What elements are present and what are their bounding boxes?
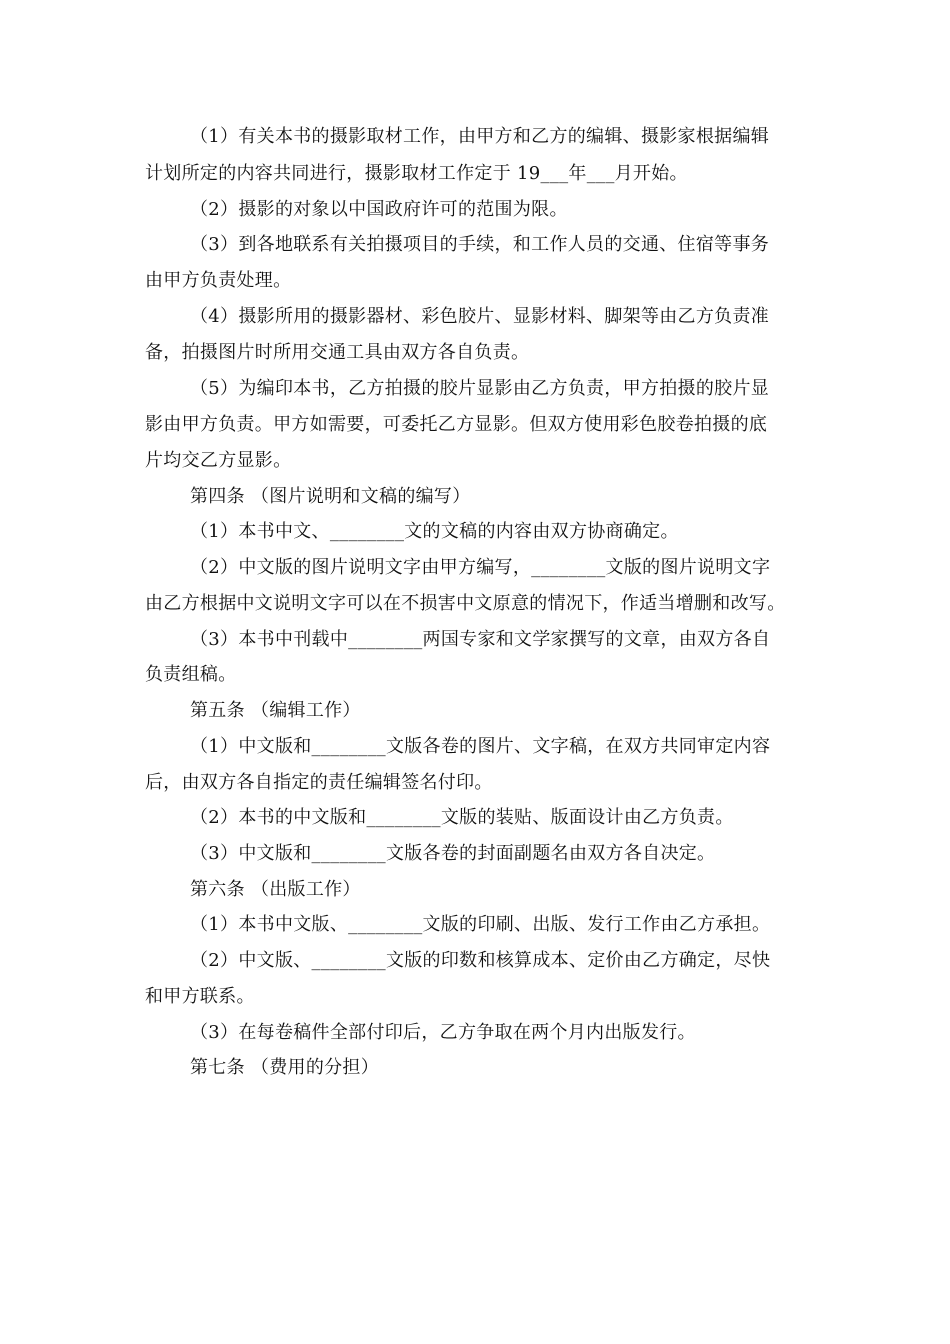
clause-4-item-2-line-2: 由乙方根据中文说明文字可以在不损害中文原意的情况下，作适当增删和改写。 bbox=[145, 593, 786, 614]
clause-5-item-2: （2）本书的中文版和________文版的装贴、版面设计由乙方负责。 bbox=[190, 807, 734, 828]
clause-3-item-5-line-1: （5）为编印本书，乙方拍摄的胶片显影由乙方负责，甲方拍摄的胶片显 bbox=[190, 378, 770, 399]
clause-5-item-1-line-1: （1）中文版和________文版各卷的图片、文字稿，在双方共同审定内容 bbox=[190, 736, 771, 757]
clause-6-item-1: （1）本书中文版、________文版的印刷、出版、发行工作由乙方承担。 bbox=[190, 914, 771, 935]
article-7-heading: 第七条 （费用的分担） bbox=[190, 1057, 380, 1078]
clause-6-item-2-line-2: 和甲方联系。 bbox=[145, 986, 255, 1007]
clause-6-item-3: （3）在每卷稿件全部付印后，乙方争取在两个月内出版发行。 bbox=[190, 1022, 696, 1043]
clause-3-item-5-line-3: 片均交乙方显影。 bbox=[145, 450, 292, 471]
article-6-heading: 第六条 （出版工作） bbox=[190, 879, 361, 900]
article-4-heading: 第四条 （图片说明和文稿的编写） bbox=[190, 486, 471, 507]
clause-3-item-2: （2）摄影的对象以中国政府许可的范围为限。 bbox=[190, 199, 568, 220]
clause-3-item-4-line-2: 备，拍摄图片时所用交通工具由双方各自负责。 bbox=[145, 342, 530, 363]
clause-3-item-3-line-1: （3）到各地联系有关拍摄项目的手续，和工作人员的交通、住宿等事务 bbox=[190, 234, 770, 255]
clause-4-item-2-line-1: （2）中文版的图片说明文字由甲方编写，________文版的图片说明文字 bbox=[190, 557, 771, 578]
clause-4-item-1: （1）本书中文、________文的文稿的内容由双方协商确定。 bbox=[190, 521, 679, 542]
clause-3-item-3-line-2: 由甲方负责处理。 bbox=[145, 270, 292, 291]
clause-3-item-1-line-1: （1）有关本书的摄影取材工作，由甲方和乙方的编辑、摄影家根据编辑 bbox=[190, 126, 770, 147]
clause-4-item-3-line-1: （3）本书中刊载中________两国专家和文学家撰写的文章，由双方各自 bbox=[190, 629, 771, 650]
clause-3-item-1-line-2: 计划所定的内容共同进行，摄影取材工作定于 19___年___月开始。 bbox=[145, 163, 688, 184]
clause-5-item-3: （3）中文版和________文版各卷的封面副题名由双方各自决定。 bbox=[190, 843, 716, 864]
article-5-heading: 第五条 （编辑工作） bbox=[190, 700, 361, 721]
clause-6-item-2-line-1: （2）中文版、________文版的印数和核算成本、定价由乙方确定，尽快 bbox=[190, 950, 771, 971]
clause-5-item-1-line-2: 后，由双方各自指定的责任编辑签名付印。 bbox=[145, 772, 493, 793]
clause-3-item-5-line-2: 影由甲方负责。甲方如需要，可委托乙方显影。但双方使用彩色胶卷拍摄的底 bbox=[145, 414, 768, 435]
clause-3-item-4-line-1: （4）摄影所用的摄影器材、彩色胶片、显影材料、脚架等由乙方负责准 bbox=[190, 306, 770, 327]
clause-4-item-3-line-2: 负责组稿。 bbox=[145, 664, 237, 685]
